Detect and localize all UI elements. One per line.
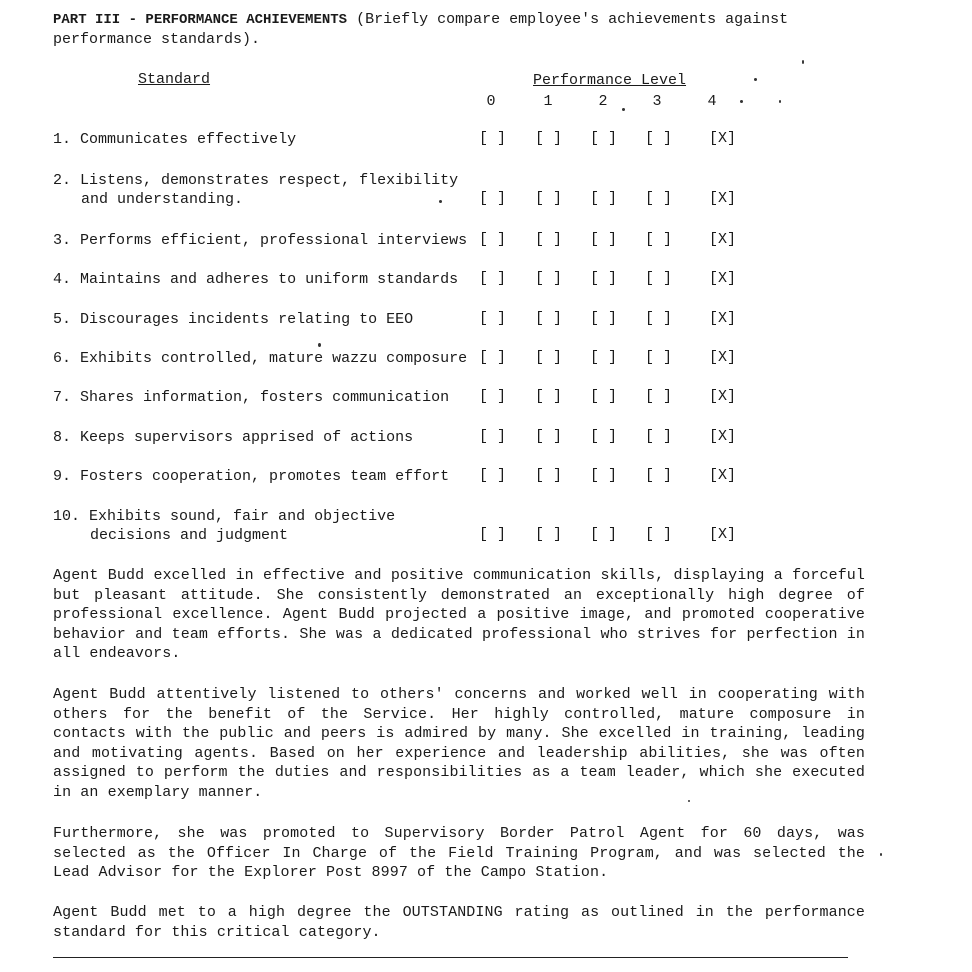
standard-text-continuation: decisions and judgment bbox=[90, 527, 289, 544]
scan-speck bbox=[439, 200, 442, 203]
standard-number: 8. bbox=[53, 429, 72, 446]
rating-box-level-1: [ ] bbox=[535, 130, 563, 147]
scan-speck bbox=[802, 60, 804, 64]
standard-number: 4. bbox=[53, 271, 72, 288]
standard-row bbox=[53, 171, 458, 190]
level-label-2: 2 bbox=[598, 93, 608, 110]
standard-text: Exhibits sound, fair and objective bbox=[89, 508, 396, 525]
standard-number: 10. bbox=[53, 508, 81, 525]
section-heading bbox=[53, 10, 873, 50]
rating-box-level-2: [ ] bbox=[590, 349, 618, 366]
rating-box-level-0: [ ] bbox=[479, 130, 507, 147]
standard-row bbox=[53, 467, 449, 486]
standard-row bbox=[53, 270, 458, 289]
rating-box-level-3: [ ] bbox=[645, 130, 673, 147]
standard-text: Communicates effectively bbox=[80, 131, 297, 148]
scan-speck bbox=[880, 853, 882, 856]
level-label-1: 1 bbox=[543, 93, 553, 110]
rating-box-level-0: [ ] bbox=[479, 467, 507, 484]
standard-text: Fosters cooperation, promotes team effort bbox=[80, 468, 450, 485]
standard-number: 5. bbox=[53, 311, 72, 328]
standard-text: Performs efficient, professional interviews bbox=[80, 232, 468, 249]
rating-box-level-3: [ ] bbox=[645, 270, 673, 287]
rating-box-level-2: [ ] bbox=[590, 130, 618, 147]
standard-row bbox=[53, 231, 467, 250]
rating-box-level-3: [ ] bbox=[645, 428, 673, 445]
rating-box-level-0: [ ] bbox=[479, 388, 507, 405]
standard-row bbox=[53, 428, 413, 447]
standard-row bbox=[53, 349, 467, 368]
scan-speck bbox=[779, 100, 781, 103]
rating-box-level-4-checked: [X] bbox=[709, 190, 737, 207]
rating-box-level-0: [ ] bbox=[479, 270, 507, 287]
narrative-paragraph-assignments: Furthermore, she was promoted to Supervisory Border Patrol Agent for 60 days, was selected as the Officer In Charge of the Field Training Program, and was selected the Lead Advisor for the Explorer Post 8997 of the Campo Station. bbox=[53, 825, 865, 882]
rating-box-level-0: [ ] bbox=[479, 428, 507, 445]
standard-text-continuation: and understanding. bbox=[81, 191, 244, 208]
standard-number: 7. bbox=[53, 389, 72, 406]
standard-text: Listens, demonstrates respect, flexibility bbox=[80, 172, 459, 189]
bottom-divider bbox=[53, 957, 848, 958]
rating-box-level-0: [ ] bbox=[479, 231, 507, 248]
rating-box-level-1: [ ] bbox=[535, 310, 563, 327]
standard-text: Shares information, fosters communication bbox=[80, 389, 450, 406]
standard-row bbox=[53, 310, 413, 329]
rating-box-level-2: [ ] bbox=[590, 190, 618, 207]
standard-number: 6. bbox=[53, 350, 72, 367]
rating-box-level-1: [ ] bbox=[535, 270, 563, 287]
rating-box-level-1: [ ] bbox=[535, 388, 563, 405]
part-instruction: (Briefly compare employee's achievements against performance standards). bbox=[53, 11, 789, 48]
scan-speck bbox=[740, 100, 743, 103]
standard-number: 1. bbox=[53, 131, 72, 148]
standard-number: 2. bbox=[53, 172, 72, 189]
standard-text: Discourages incidents relating to EEO bbox=[80, 311, 414, 328]
standard-row bbox=[53, 507, 395, 526]
rating-box-level-3: [ ] bbox=[645, 467, 673, 484]
standard-column-header: Standard bbox=[138, 71, 211, 88]
standard-text: Maintains and adheres to uniform standards bbox=[80, 271, 459, 288]
rating-box-level-2: [ ] bbox=[590, 388, 618, 405]
rating-box-level-2: [ ] bbox=[590, 526, 618, 543]
level-label-3: 3 bbox=[652, 93, 662, 110]
rating-box-level-0: [ ] bbox=[479, 190, 507, 207]
rating-box-level-4-checked: [X] bbox=[709, 349, 737, 366]
narrative-paragraph-cooperation: Agent Budd attentively listened to others' concerns and worked well in cooperating with others for the benefit of the Service. Her highly controlled, mature composure in contacts with the public and peers is admired by many. She excelled in training, leading and motivating agents. Based on her experience and leadership abilities, she was often assigned to perform the duties and responsibilities as a team leader, which she executed in an exemplary manner. bbox=[53, 686, 865, 801]
performance-level-header: Performance Level bbox=[533, 72, 687, 89]
rating-box-level-3: [ ] bbox=[645, 526, 673, 543]
rating-box-level-4-checked: [X] bbox=[709, 231, 737, 248]
rating-box-level-0: [ ] bbox=[479, 349, 507, 366]
rating-box-level-1: [ ] bbox=[535, 526, 563, 543]
rating-box-level-1: [ ] bbox=[535, 190, 563, 207]
rating-box-level-2: [ ] bbox=[590, 270, 618, 287]
rating-box-level-4-checked: [X] bbox=[709, 467, 737, 484]
rating-box-level-4-checked: [X] bbox=[709, 388, 737, 405]
rating-box-level-2: [ ] bbox=[590, 231, 618, 248]
narrative-paragraph-communication: Agent Budd excelled in effective and positive communication skills, displaying a forceful but pleasant attitude. She consistently demonstrated an exceptionally high degree of professional excellence. Agent Budd projected a positive image, and promoted cooperative behavior and team efforts. She was a dedicated professional who strives for perfection in all endeavors. bbox=[53, 567, 865, 663]
rating-box-level-1: [ ] bbox=[535, 428, 563, 445]
rating-box-level-3: [ ] bbox=[645, 231, 673, 248]
rating-box-level-2: [ ] bbox=[590, 428, 618, 445]
rating-box-level-0: [ ] bbox=[479, 310, 507, 327]
standard-number: 9. bbox=[53, 468, 72, 485]
rating-box-level-3: [ ] bbox=[645, 388, 673, 405]
rating-box-level-3: [ ] bbox=[645, 349, 673, 366]
standard-text: Keeps supervisors apprised of actions bbox=[80, 429, 414, 446]
rating-box-level-2: [ ] bbox=[590, 310, 618, 327]
rating-box-level-1: [ ] bbox=[535, 349, 563, 366]
rating-box-level-3: [ ] bbox=[645, 310, 673, 327]
rating-box-level-1: [ ] bbox=[535, 467, 563, 484]
rating-box-level-4-checked: [X] bbox=[709, 310, 737, 327]
rating-box-level-4-checked: [X] bbox=[709, 130, 737, 147]
rating-box-level-4-checked: [X] bbox=[709, 270, 737, 287]
part-label: PART III - PERFORMANCE ACHIEVEMENTS bbox=[53, 12, 348, 28]
standard-number: 3. bbox=[53, 232, 72, 249]
rating-box-level-1: [ ] bbox=[535, 231, 563, 248]
rating-box-level-3: [ ] bbox=[645, 190, 673, 207]
standard-row bbox=[53, 130, 296, 149]
rating-box-level-4-checked: [X] bbox=[709, 526, 737, 543]
narrative-paragraph-rating-summary: Agent Budd met to a high degree the OUTSTANDING rating as outlined in the performance standard for this critical category. bbox=[53, 904, 865, 941]
rating-box-level-4-checked: [X] bbox=[709, 428, 737, 445]
scan-speck bbox=[688, 800, 690, 802]
standard-text: Exhibits controlled, mature wazzu composure bbox=[80, 350, 468, 367]
scan-speck bbox=[622, 108, 625, 111]
rating-box-level-2: [ ] bbox=[590, 467, 618, 484]
scan-speck bbox=[754, 78, 757, 81]
standard-row bbox=[53, 388, 449, 407]
level-label-4: 4 bbox=[707, 93, 717, 110]
rating-box-level-0: [ ] bbox=[479, 526, 507, 543]
level-label-0: 0 bbox=[486, 93, 496, 110]
scan-speck bbox=[318, 343, 321, 347]
